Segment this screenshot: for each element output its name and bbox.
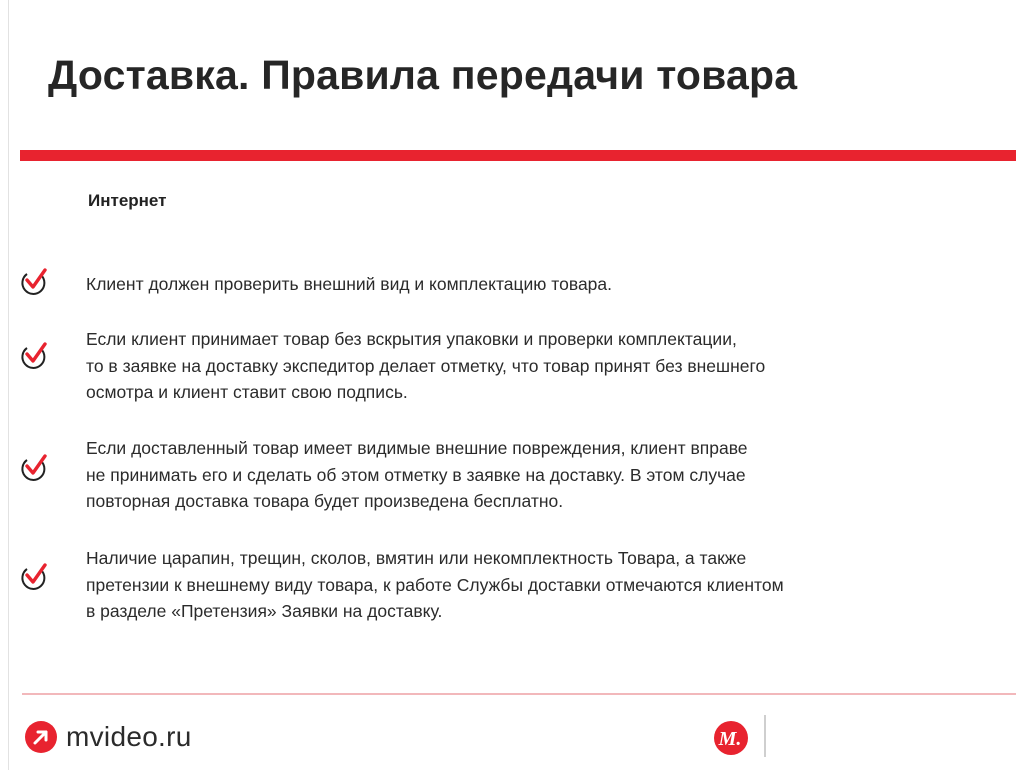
checkmark-circle-icon <box>18 340 50 372</box>
bullet-line: претензии к внешнему виду товара, к работе Службы доставки отмечаются клиентом <box>86 574 784 595</box>
bullet-item-2 <box>86 326 765 406</box>
bullet-item-1 <box>86 271 612 298</box>
footer-brand-logo <box>24 720 192 754</box>
bullet-line: Если клиент принимает товар без вскрытия упаковки и проверки комплектации, <box>86 329 737 349</box>
footer-divider <box>22 693 1016 695</box>
left-divider <box>8 0 9 770</box>
bullet-line: Клиент должен проверить внешний вид и комплектацию товара. <box>86 274 612 294</box>
checkmark-circle-icon <box>18 266 50 298</box>
bullet-line: Если доставленный товар имеет видимые внешние повреждения, клиент вправе <box>86 438 748 458</box>
section-heading: Интернет <box>88 191 167 210</box>
logo-divider <box>764 715 766 757</box>
checkmark-circle-icon <box>18 452 50 484</box>
bullet-line: Наличие царапин, трещин, сколов, вмятин или некомплектность Товара, а также <box>86 548 747 568</box>
m-logo-letter: М. <box>718 728 742 750</box>
arrow-circle-icon <box>24 720 58 754</box>
bullet-line: то в заявке на доставку экспедитор делает отметку, что товар принят без внешнего <box>86 355 766 376</box>
bullet-item-4 <box>86 545 784 625</box>
checkmark-circle-icon <box>18 561 50 593</box>
title-underline-bar <box>20 150 1016 161</box>
bullet-line: не принимать его и сделать об этом отметку в заявке на доставку. В этом случае <box>86 464 746 485</box>
bullet-line: осмотра и клиент ставит свою подпись. <box>86 382 408 402</box>
footer-logo-text: mvideo.ru <box>66 721 192 752</box>
m-video-logo-icon <box>713 720 749 756</box>
bullet-line: повторная доставка товара будет произведена бесплатно. <box>86 491 564 511</box>
bullet-line: в разделе «Претензия» Заявки на доставку. <box>86 601 443 621</box>
slide-title: Доставка. Правила передачи товара <box>48 52 798 98</box>
bullet-item-3 <box>86 435 748 515</box>
